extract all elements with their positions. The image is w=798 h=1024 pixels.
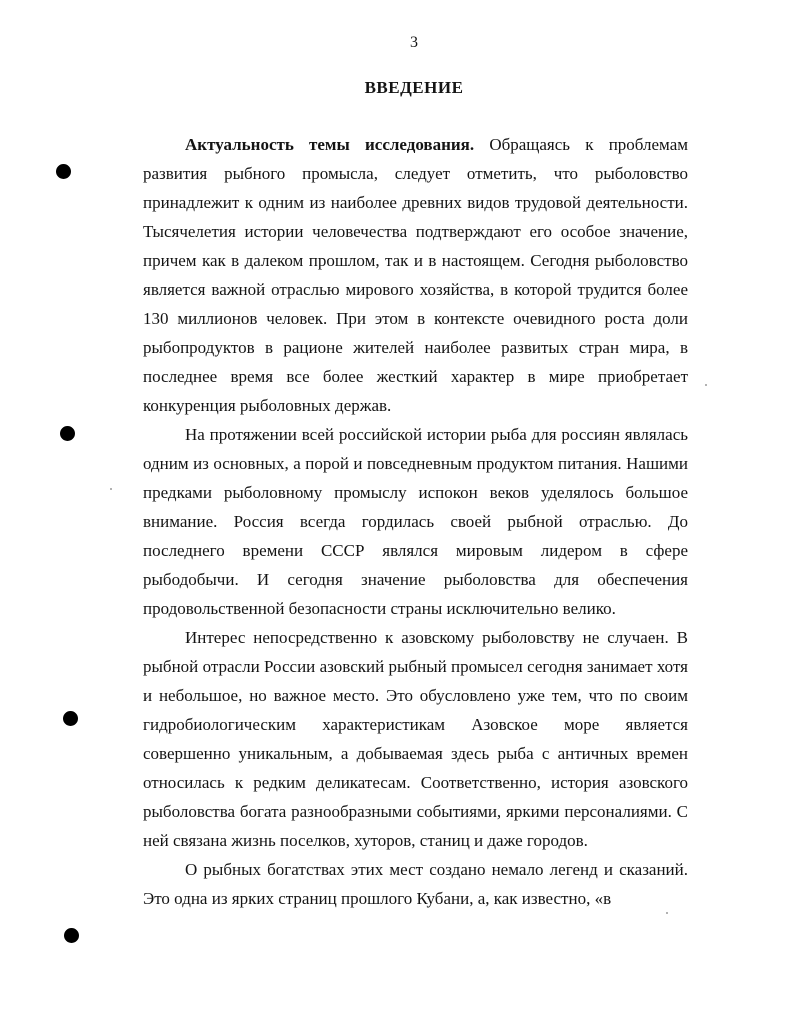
paragraph-azov-fishing (143, 623, 688, 855)
paragraph-text: Интерес непосредственно к азовскому рыболовству не случаен. В рыбной отрасли России азовский рыбный промысел сегодня занимает хотя и небольшое, но важное место. Это обусловлено уже тем, что по своим гидробиологическим характеристикам Азовское море является совершенно уникальным, а добываемая здесь рыба с античных времен относилась к редким деликатесам. Соответственно, история азовского рыболовства богата разнообразными событиями, яркими персоналиями. С ней связана жизнь поселков, хуторов, станиц и даже городов. (143, 628, 688, 850)
paragraph-text: О рыбных богатствах этих мест создано немало легенд и сказаний. Это одна из ярких страниц прошлого Кубани, а, как известно, «в (143, 860, 688, 908)
page-number: 3 (410, 34, 418, 51)
paragraph-russian-history (143, 420, 688, 623)
punch-hole (56, 164, 71, 179)
body-text (143, 130, 688, 913)
scan-speck (705, 384, 707, 386)
punch-hole (60, 426, 75, 441)
paragraph-relevance (143, 130, 688, 420)
paragraph-legends (143, 855, 688, 913)
punch-hole (64, 928, 79, 943)
paragraph-text: На протяжении всей российской истории рыба для россиян являлась одним из основных, а порой и повседневным продуктом питания. Нашими предками рыболовному промыслу испокон веков уделялось большое внимание. Россия всегда гордилась своей рыбной отраслью. До последнего времени СССР являлся мировым лидером в сфере рыбодобычи. И сегодня значение рыболовства для обеспечения продовольственной безопасности страны исключительно велико. (143, 425, 688, 618)
relevance-heading: Актуальность темы исследования. (185, 135, 475, 154)
section-title: ВВЕДЕНИЕ (364, 78, 464, 97)
paragraph-text: Обращаясь к проблемам развития рыбного промысла, следует отметить, что рыболовство принадлежит к одним из наиболее древних видов трудовой деятельности. Тысячелетия истории человечества подтверждают его особое значение, причем как в далеком прошлом, так и в настоящем. Сегодня рыболовство является важной отраслью мирового хозяйства, в которой трудится более 130 миллионов человек. При этом в контексте очевидного роста доли рыбопродуктов в рационе жителей наиболее развитых стран мира, в последнее время все более жесткий характер в мире приобретает конкуренция рыболовных держав. (143, 135, 688, 415)
punch-hole (63, 711, 78, 726)
scan-speck (110, 488, 112, 490)
